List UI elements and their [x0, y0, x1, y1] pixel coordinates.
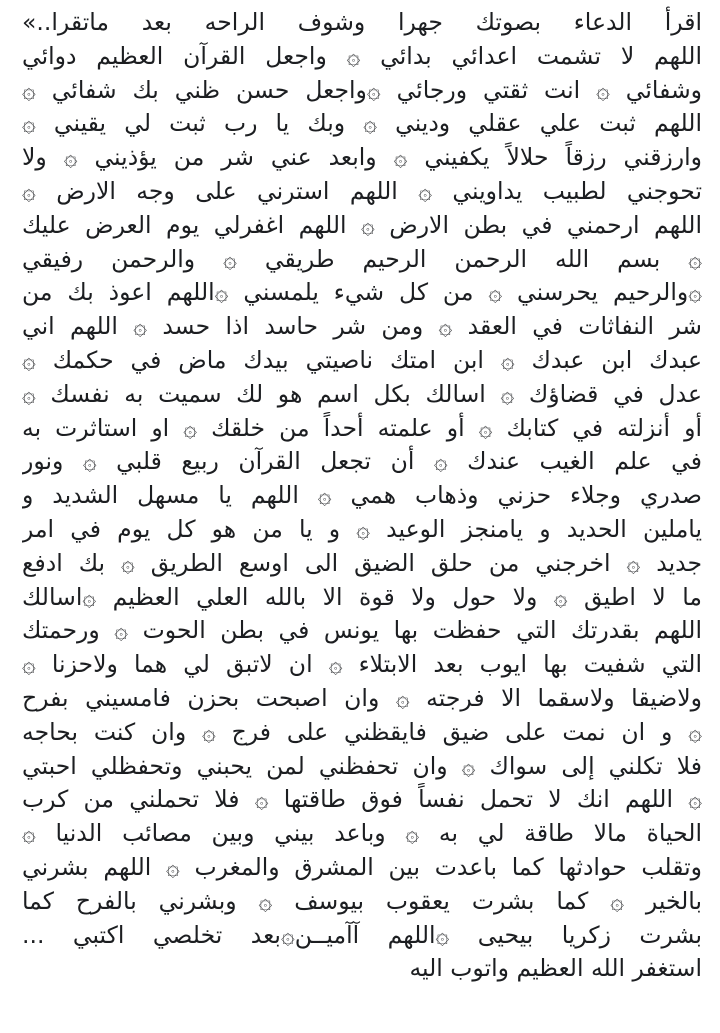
post-line: التي شفيت بها ايوب بعد الابتلاء ۞ ان لاتبق لي هما ولاحزنا ۞	[22, 650, 702, 679]
post-line: عبدك ابن عبدك ۞ ابن امتك ناصيتي بيدك ماض في حكمك ۞	[22, 345, 702, 374]
post-line: وشفائي ۞ انت ثقتي ورجائي ۞واجعل حسن ظني بك شفائي ۞	[22, 75, 702, 104]
post-line: الحياة مالا طاقة لي به ۞ وباعد بيني وبين مصائب الدنيا ۞	[22, 819, 702, 848]
post-line: أو أنزلته في كتابك ۞ أو علمته أحداً من خلقك ۞ او استاثرت به	[22, 413, 702, 442]
post-line: ما لا اطيق ۞ ولا حول ولا قوة الا بالله العلي العظيم ۞اسالك	[22, 582, 702, 611]
post-line: استغفر الله العظيم واتوب اليه	[409, 954, 702, 983]
post-line: عدل في قضاؤك ۞ اسالك بكل اسم هو لك سميت به نفسك ۞	[22, 379, 702, 408]
post-line: فلا تكلني إلى سواك ۞ وان تحفظني لمن يحبني وتحفظلي احبتي	[22, 751, 702, 780]
post-text	[22, 6, 702, 986]
post-line: ۞ اللهم انك لا تحمل نفساً فوق طاقتها ۞ فلا تحملني من كرب	[22, 785, 702, 814]
post-line: تحوجني لطبيب يداويني ۞ اللهم استرني على وجه الارض ۞	[22, 176, 702, 205]
post-line: اللهم بقدرتك التي حفظت بها يونس في بطن الحوت ۞ ورحمتك	[22, 616, 702, 645]
post-line: ۞والرحيم يحرسني ۞ من كل شيء يلمسني ۞اللهم اعوذ بك من	[22, 278, 702, 307]
post-line: وتقلب حوادثها كما باعدت بين المشرق والمغرب ۞ اللهم بشرني	[22, 852, 702, 881]
post-line: اقرأ الدعاء بصوتك جهرا وشوف الراحه بعد ماتقرا..»	[22, 8, 702, 36]
post-line: ۞ و ان نمت على ضيق فايقظني على فرج ۞ وان كنت بحاجه	[22, 717, 702, 746]
post-line: ۞ بسم الله الرحمن الرحيم طريقي ۞ والرحمن رفيقي	[22, 244, 702, 273]
post-line: وارزقني رزقاً حلالاً يكفيني ۞ وابعد عني شر من يؤذيني ۞ ولا	[22, 143, 702, 172]
post-line: اللهم لا تشمت اعدائي بدائي ۞ واجعل القرآن العظيم دوائي	[22, 41, 702, 70]
post-line: صدري وجلاء حزني وذهاب همي ۞ اللهم يا مسهل الشديد و	[22, 481, 702, 510]
post-line: جديد ۞ اخرجني من حلق الضيق الى اوسع الطريق ۞ بك ادفع	[22, 548, 702, 577]
post-line: بشرت زكريا بيحيى ۞اللهم آآميــن۞بعد تخلصي اكتبي ...	[22, 920, 702, 949]
post-line: ولاضيقا ولاسقما الا فرجته ۞ وان اصبحت بحزن فامسيني بفرح	[22, 683, 702, 712]
post-line: ياملين الحديد و يامنجز الوعيد ۞ و يا من هو كل يوم في امر	[22, 514, 702, 543]
post-line: شر النفاثات في العقد ۞ ومن شر حاسد اذا حسد ۞ اللهم اني	[22, 312, 702, 341]
post-line: اللهم ارحمني في بطن الارض ۞ اللهم اغفرلي يوم العرض عليك	[22, 210, 702, 239]
post-line: اللهم ثبت علي عقلي وديني ۞ وبك يا رب ثبت لي يقيني ۞	[22, 109, 702, 138]
post-line: بالخير ۞ كما بشرت يعقوب بيوسف ۞ وبشرني بالفرح كما	[22, 886, 702, 915]
post-line: في علم الغيب عندك ۞ أن تجعل القرآن ربيع قلبي ۞ ونور	[22, 447, 702, 476]
